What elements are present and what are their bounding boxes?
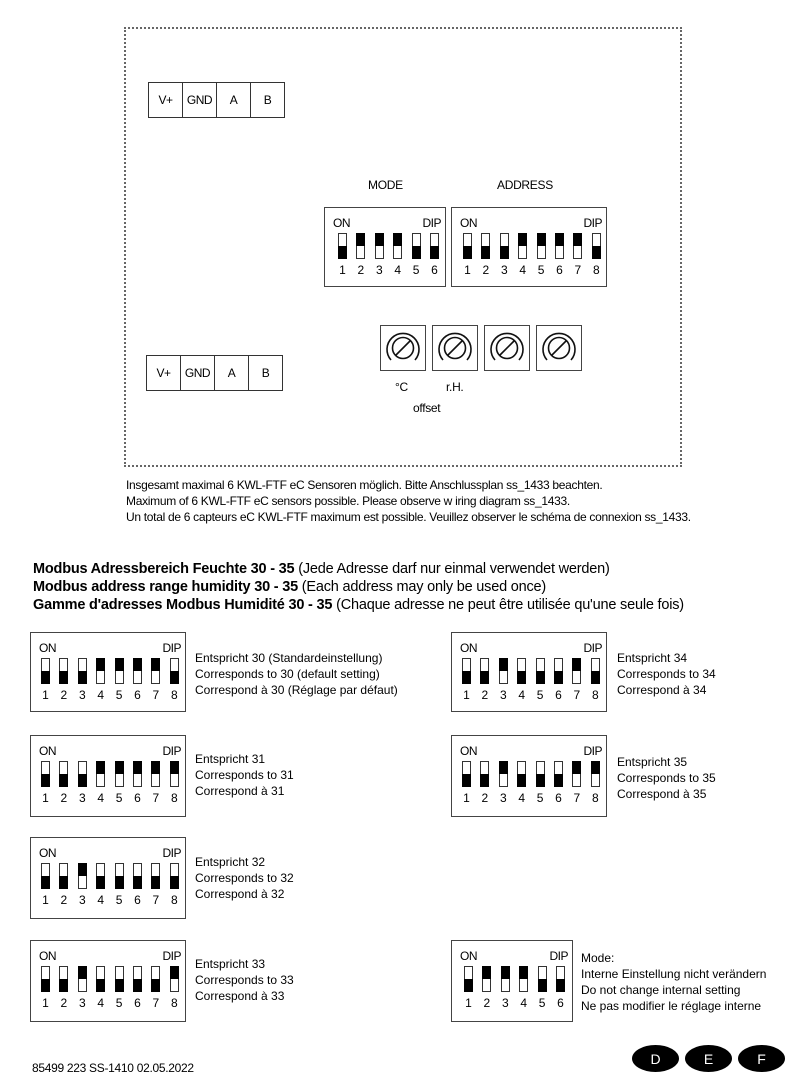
dip-toggle-4[interactable] (517, 658, 526, 684)
dip-number: 3 (78, 996, 86, 1010)
desc-en: Corresponds to 30 (default setting) (195, 667, 380, 681)
dip-toggle-1[interactable] (41, 863, 50, 889)
toggle-knob (480, 671, 489, 684)
dip-number: 3 (375, 263, 383, 277)
toggle-knob (462, 774, 471, 787)
address-31-dip-switch (30, 735, 186, 817)
toggle-knob (480, 774, 489, 787)
dip-toggle-7[interactable] (573, 233, 582, 259)
dip-toggle-6[interactable] (133, 863, 142, 889)
address-30-dip-switch (30, 632, 186, 712)
dip-toggle-1[interactable] (41, 966, 50, 992)
dip-toggle-7[interactable] (151, 761, 160, 787)
dip-label: DIP (162, 744, 181, 758)
dip-toggle-4[interactable] (517, 761, 526, 787)
dip-label: DIP (162, 949, 181, 963)
dip-number: 7 (152, 996, 160, 1010)
dip-toggle-2[interactable] (59, 761, 68, 787)
toggle-knob (573, 233, 582, 246)
toggle-knob (517, 774, 526, 787)
heading-de (33, 561, 610, 577)
address-35-dip-switch (451, 735, 607, 817)
address-33-dip-switch (30, 940, 186, 1022)
mode-setting-description (581, 950, 766, 1014)
dip-number: 1 (42, 791, 49, 805)
dip-number: 8 (170, 791, 178, 805)
dip-number: 1 (42, 893, 49, 907)
dip-toggle-2[interactable] (481, 233, 490, 259)
dip-number: 5 (115, 791, 123, 805)
dip-toggle-5[interactable] (536, 761, 545, 787)
dip-number: 3 (500, 263, 508, 277)
toggle-knob (572, 658, 581, 671)
desc-de: Entspricht 35 (617, 755, 688, 769)
dial-glyph (433, 326, 477, 370)
dip-number: 3 (501, 996, 509, 1010)
toggle-knob (592, 246, 601, 259)
toggle-knob (356, 233, 365, 246)
desc-fr: Correspond à 31 (195, 784, 285, 798)
dip-toggle-5[interactable] (537, 233, 546, 259)
dip-toggle-2[interactable] (59, 658, 68, 684)
desc-de: Entspricht 32 (195, 855, 266, 869)
toggle-knob (519, 966, 528, 979)
dip-toggle-6[interactable] (133, 658, 142, 684)
dip-number: 8 (170, 688, 178, 702)
desc-de: Entspricht 30 (Standardeinstellung) (195, 651, 383, 665)
dip-number: 1 (464, 263, 471, 277)
dip-number: 6 (555, 688, 562, 702)
address-34-description (617, 650, 716, 698)
toggle-knob (537, 233, 546, 246)
toggle-knob (572, 761, 581, 774)
toggle-knob (115, 761, 124, 774)
dip-number: 1 (42, 688, 49, 702)
toggle-knob (133, 658, 142, 671)
toggle-knob (41, 876, 50, 889)
desc-fr: Correspond à 30 (Réglage par défaut) (195, 683, 398, 697)
dip-number: 2 (481, 791, 489, 805)
desc-en: Corresponds to 31 (195, 768, 294, 782)
toggle-knob (96, 658, 105, 671)
desc-de: Entspricht 33 (195, 957, 266, 971)
address-34-dip-switch (451, 632, 607, 712)
language-de-button[interactable]: D (632, 1045, 679, 1072)
on-label: ON (460, 641, 477, 655)
dip-number: 3 (78, 893, 86, 907)
toggle-knob (393, 233, 402, 246)
note-de: Insgesamt maximal 6 KWL-FTF eC Sensoren möglich. Bitte Anschlussplan ss_1433 beachten. (126, 478, 603, 492)
dip-number: 8 (170, 893, 178, 907)
toggle-knob (170, 761, 179, 774)
dip-number: 4 (520, 996, 528, 1010)
terminal-a: A (215, 356, 249, 390)
toggle-knob (338, 246, 347, 259)
toggle-knob (556, 979, 565, 992)
dip-number: 3 (499, 791, 507, 805)
address-label: ADDRESS (497, 178, 553, 192)
potentiometer-4-icon[interactable] (536, 325, 582, 371)
mode-title: Mode: (581, 951, 615, 965)
desc-fr: Correspond à 34 (617, 683, 707, 697)
dip-label: DIP (422, 216, 441, 230)
toggle-knob (78, 966, 87, 979)
mode-dip-switch (324, 207, 446, 287)
dip-toggle-2[interactable] (482, 966, 491, 992)
dip-toggle-6[interactable] (556, 966, 565, 992)
toggle-knob (96, 761, 105, 774)
dip-toggle-8[interactable] (592, 233, 601, 259)
heading-de-normal: (Jede Adresse darf nur einmal verwendet werden) (294, 561, 610, 577)
desc-de: Entspricht 31 (195, 752, 266, 766)
heading-en-bold: Modbus address range humidity 30 - 35 (33, 579, 298, 595)
dip-toggle-7[interactable] (572, 761, 581, 787)
terminal-vplus: V+ (149, 83, 183, 117)
dip-number: 1 (463, 688, 470, 702)
dip-toggle-4[interactable] (96, 966, 105, 992)
toggle-knob (536, 774, 545, 787)
dip-number: 5 (115, 996, 123, 1010)
dip-number: 5 (536, 688, 544, 702)
toggle-knob (133, 761, 142, 774)
terminal-b: B (261, 366, 270, 380)
dip-toggle-6[interactable] (555, 233, 564, 259)
dial-glyph (537, 326, 581, 370)
toggle-knob (481, 246, 490, 259)
dip-toggle-8[interactable] (591, 761, 600, 787)
desc-de: Entspricht 34 (617, 651, 688, 665)
dial-glyph (381, 326, 425, 370)
dip-label: DIP (162, 641, 181, 655)
dip-toggle-1[interactable] (338, 233, 347, 259)
dip-number: 6 (557, 996, 564, 1010)
dip-toggle-2[interactable] (480, 761, 489, 787)
dip-toggle-4[interactable] (518, 233, 527, 259)
dip-number: 4 (97, 791, 105, 805)
dip-toggle-8[interactable] (170, 966, 179, 992)
dip-number: 8 (592, 263, 600, 277)
toggle-knob (591, 761, 600, 774)
dip-number: 6 (556, 263, 563, 277)
dip-number: 2 (60, 893, 68, 907)
dip-toggle-2[interactable] (59, 966, 68, 992)
dip-number: 8 (591, 688, 599, 702)
dip-toggle-3[interactable] (78, 658, 87, 684)
dip-toggle-1[interactable] (41, 658, 50, 684)
dip-number: 6 (431, 263, 438, 277)
dip-number: 7 (574, 263, 582, 277)
dip-toggle-4[interactable] (96, 658, 105, 684)
toggle-knob (170, 966, 179, 979)
dip-number: 5 (412, 263, 420, 277)
desc-en: Corresponds to 35 (617, 771, 716, 785)
dip-number: 4 (518, 688, 526, 702)
dip-toggle-3[interactable] (78, 761, 87, 787)
dip-toggle-2[interactable] (480, 658, 489, 684)
celsius-label: °C (395, 380, 408, 394)
toggle-knob (59, 774, 68, 787)
dip-number: 7 (152, 893, 160, 907)
dip-number: 8 (170, 996, 178, 1010)
on-label: ON (39, 641, 56, 655)
toggle-knob (554, 671, 563, 684)
dip-toggle-2[interactable] (356, 233, 365, 259)
dip-toggle-5[interactable] (115, 658, 124, 684)
toggle-knob (133, 876, 142, 889)
mode-desc-fr: Ne pas modifier le réglage interne (581, 999, 762, 1013)
toggle-knob (482, 966, 491, 979)
dip-label: DIP (583, 216, 602, 230)
dip-toggle-4[interactable] (519, 966, 528, 992)
toggle-knob (375, 233, 384, 246)
dip-toggle-3[interactable] (500, 233, 509, 259)
desc-en: Corresponds to 34 (617, 667, 716, 681)
toggle-knob (96, 876, 105, 889)
toggle-knob (151, 876, 160, 889)
dip-number: 5 (115, 893, 123, 907)
dip-toggle-6[interactable] (133, 966, 142, 992)
dip-toggle-1[interactable] (463, 233, 472, 259)
dip-number: 7 (573, 688, 581, 702)
dip-number: 6 (555, 791, 562, 805)
dip-number: 2 (60, 996, 68, 1010)
dip-number: 7 (152, 791, 160, 805)
dip-number: 2 (60, 791, 68, 805)
dip-toggle-4[interactable] (96, 863, 105, 889)
toggle-knob (170, 671, 179, 684)
terminal-block-bottom (146, 355, 283, 391)
toggle-knob (518, 233, 527, 246)
dip-number: 5 (537, 263, 545, 277)
toggle-knob (115, 876, 124, 889)
dip-number: 4 (97, 688, 105, 702)
dip-toggle-5[interactable] (412, 233, 421, 259)
note-fr: Un total de 6 capteurs eC KWL-FTF maximum est possible. Veuillez observer le schéma de connexion ss_1433. (126, 510, 691, 524)
address-33-description (195, 956, 294, 1004)
dip-number: 4 (394, 263, 402, 277)
dip-label: DIP (162, 846, 181, 860)
toggle-knob (517, 671, 526, 684)
desc-en: Corresponds to 32 (195, 871, 294, 885)
toggle-knob (500, 246, 509, 259)
dip-label: DIP (583, 744, 602, 758)
dip-toggle-3[interactable] (375, 233, 384, 259)
terminal-gnd: GND (183, 83, 217, 117)
dip-toggle-6[interactable] (430, 233, 439, 259)
dip-toggle-5[interactable] (538, 966, 547, 992)
dip-number: 2 (482, 263, 490, 277)
heading-en-normal: (Each address may only be used once) (297, 579, 547, 595)
mode-desc-de: Interne Einstellung nicht verändern (581, 967, 767, 981)
toggle-knob (78, 774, 87, 787)
toggle-knob (133, 979, 142, 992)
language-en-button[interactable]: E (685, 1045, 732, 1072)
toggle-knob (430, 246, 439, 259)
dip-toggle-2[interactable] (59, 863, 68, 889)
dip-number: 1 (463, 791, 470, 805)
dip-number: 7 (573, 791, 581, 805)
dip-toggle-1[interactable] (41, 761, 50, 787)
toggle-knob (41, 774, 50, 787)
dip-label: DIP (549, 949, 568, 963)
dip-toggle-6[interactable] (133, 761, 142, 787)
toggle-knob (464, 979, 473, 992)
toggle-knob (463, 246, 472, 259)
offset-label: offset (413, 401, 441, 415)
dip-toggle-1[interactable] (464, 966, 473, 992)
address-31-description (195, 751, 294, 799)
dip-number: 4 (97, 893, 105, 907)
dip-toggle-5[interactable] (536, 658, 545, 684)
address-32-dip-switch (30, 837, 186, 919)
desc-en: Corresponds to 33 (195, 973, 294, 987)
on-label: ON (460, 949, 477, 963)
note-en: Maximum of 6 KWL-FTF eC sensors possible. Please observe w iring diagram ss_1433. (126, 494, 570, 508)
toggle-knob (412, 246, 421, 259)
dip-toggle-1[interactable] (462, 761, 471, 787)
dip-number: 6 (134, 791, 141, 805)
dip-number: 4 (518, 791, 526, 805)
toggle-knob (59, 876, 68, 889)
dial-glyph (485, 326, 529, 370)
toggle-knob (499, 761, 508, 774)
dip-number: 7 (152, 688, 160, 702)
dip-toggle-3[interactable] (78, 966, 87, 992)
dip-label: DIP (583, 641, 602, 655)
dip-toggle-4[interactable] (393, 233, 402, 259)
dip-toggle-3[interactable] (501, 966, 510, 992)
dip-number: 5 (538, 996, 546, 1010)
on-label: ON (39, 744, 56, 758)
dip-toggle-7[interactable] (151, 966, 160, 992)
toggle-knob (151, 761, 160, 774)
dip-toggle-3[interactable] (78, 863, 87, 889)
toggle-knob (41, 671, 50, 684)
toggle-knob (78, 863, 87, 876)
rh-label: r.H. (446, 380, 464, 394)
mode-desc-en: Do not change internal setting (581, 983, 741, 997)
dip-toggle-7[interactable] (151, 863, 160, 889)
dip-toggle-7[interactable] (572, 658, 581, 684)
desc-fr: Correspond à 32 (195, 887, 285, 901)
toggle-knob (78, 671, 87, 684)
on-label: ON (333, 216, 350, 230)
dip-toggle-8[interactable] (591, 658, 600, 684)
heading-en (33, 579, 546, 595)
toggle-knob (554, 774, 563, 787)
address-dip-switch (451, 207, 607, 287)
dip-number: 2 (483, 996, 491, 1010)
on-label: ON (460, 744, 477, 758)
dip-number: 2 (481, 688, 489, 702)
toggle-knob (41, 979, 50, 992)
toggle-knob (115, 658, 124, 671)
dip-number: 3 (499, 688, 507, 702)
toggle-knob (591, 671, 600, 684)
dip-number: 6 (134, 996, 141, 1010)
toggle-knob (538, 979, 547, 992)
dip-number: 2 (357, 263, 365, 277)
on-label: ON (460, 216, 477, 230)
dip-toggle-6[interactable] (554, 761, 563, 787)
on-label: ON (39, 846, 56, 860)
toggle-knob (501, 966, 510, 979)
terminal-vplus: V+ (147, 356, 181, 390)
dip-toggle-5[interactable] (115, 863, 124, 889)
dip-number: 1 (339, 263, 346, 277)
dip-toggle-3[interactable] (499, 761, 508, 787)
dip-toggle-5[interactable] (115, 966, 124, 992)
toggle-knob (499, 658, 508, 671)
toggle-knob (115, 979, 124, 992)
toggle-knob (59, 671, 68, 684)
dip-number: 5 (536, 791, 544, 805)
dip-toggle-6[interactable] (554, 658, 563, 684)
desc-fr: Correspond à 35 (617, 787, 707, 801)
mode-setting-dip-switch (451, 940, 573, 1022)
dip-number: 6 (134, 893, 141, 907)
dip-toggle-8[interactable] (170, 658, 179, 684)
dip-toggle-7[interactable] (151, 658, 160, 684)
toggle-knob (59, 979, 68, 992)
dip-toggle-5[interactable] (115, 761, 124, 787)
heading-fr-normal: (Chaque adresse ne peut être utilisée qu'une seule fois) (332, 597, 684, 613)
desc-fr: Correspond à 33 (195, 989, 285, 1003)
dip-number: 6 (134, 688, 141, 702)
language-fr-button[interactable]: F (738, 1045, 785, 1072)
on-label: ON (39, 949, 56, 963)
toggle-knob (555, 233, 564, 246)
dip-number: 2 (60, 688, 68, 702)
heading-fr (33, 597, 684, 613)
dip-toggle-8[interactable] (170, 761, 179, 787)
dip-toggle-4[interactable] (96, 761, 105, 787)
terminal-b: B (263, 93, 272, 107)
dip-number: 1 (465, 996, 472, 1010)
toggle-knob (151, 979, 160, 992)
heading-de-bold: Modbus Adressbereich Feuchte 30 - 35 (33, 561, 295, 577)
terminal-gnd: GND (181, 356, 215, 390)
toggle-knob (170, 876, 179, 889)
dip-toggle-1[interactable] (462, 658, 471, 684)
potentiometer-3-icon[interactable] (484, 325, 530, 371)
heading-fr-bold: Gamme d'adresses Modbus Humidité 30 - 35 (33, 597, 333, 613)
dip-number: 4 (519, 263, 527, 277)
dip-toggle-3[interactable] (499, 658, 508, 684)
toggle-knob (536, 671, 545, 684)
document-footer: 85499 223 SS-1410 02.05.2022 (32, 1061, 194, 1075)
terminal-block-top (148, 82, 285, 118)
dip-toggle-8[interactable] (170, 863, 179, 889)
toggle-knob (462, 671, 471, 684)
dip-number: 4 (97, 996, 105, 1010)
toggle-knob (151, 658, 160, 671)
potentiometer-rh-icon[interactable] (432, 325, 478, 371)
toggle-knob (96, 979, 105, 992)
dip-number: 3 (78, 688, 86, 702)
address-32-description (195, 854, 294, 902)
dip-number: 8 (591, 791, 599, 805)
mode-label: MODE (368, 178, 403, 192)
dip-number: 3 (78, 791, 86, 805)
dip-number: 1 (42, 996, 49, 1010)
terminal-a: A (217, 83, 251, 117)
address-30-description (195, 650, 398, 698)
address-35-description (617, 754, 716, 802)
potentiometer-celsius-icon[interactable] (380, 325, 426, 371)
dip-number: 5 (115, 688, 123, 702)
